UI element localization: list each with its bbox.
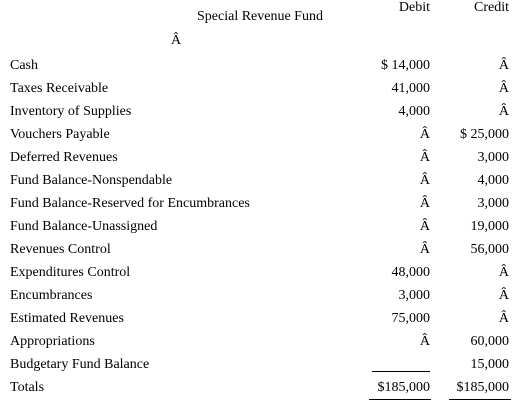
credit-amount: Â — [498, 81, 509, 96]
credit-amount: Â — [498, 311, 509, 326]
debit-amount: Â — [419, 219, 430, 234]
account-name: Fund Balance-Unassigned — [10, 219, 158, 234]
credit-amount: 3,000 — [477, 196, 509, 211]
account-name: Estimated Revenues — [10, 311, 124, 326]
debit-underline — [372, 371, 430, 372]
debit-amount: 48,000 — [391, 265, 430, 280]
debit-amount: 4,000 — [398, 104, 430, 119]
table-row — [0, 126, 512, 149]
table-row — [0, 172, 512, 195]
credit-amount: 15,000 — [470, 357, 509, 372]
debit-amount: Â — [419, 196, 430, 211]
account-name: Totals — [10, 380, 45, 395]
account-name: Revenues Control — [10, 242, 111, 257]
debit-amount: Â — [419, 242, 430, 257]
credit-column-header: Credit — [474, 0, 509, 15]
table-row — [0, 103, 512, 126]
table-row — [0, 57, 512, 80]
ledger-table — [0, 57, 512, 402]
credit-amount: Â — [498, 265, 509, 280]
account-name: Appropriations — [10, 334, 95, 349]
table-row — [0, 333, 512, 356]
table-row — [0, 356, 512, 379]
credit-amount: 3,000 — [477, 150, 509, 165]
debit-amount: Â — [419, 150, 430, 165]
credit-amount: 56,000 — [470, 242, 509, 257]
table-row — [0, 195, 512, 218]
debit-amount: Â — [419, 334, 430, 349]
credit-total: $185,000 — [456, 380, 509, 395]
credit-amount: Â — [498, 288, 509, 303]
credit-amount: 19,000 — [470, 219, 509, 234]
account-name: Vouchers Payable — [10, 127, 110, 142]
table-row — [0, 264, 512, 287]
table-title: Special Revenue Fund — [197, 9, 323, 24]
credit-amount: Â — [498, 104, 509, 119]
account-name: Inventory of Supplies — [10, 104, 132, 119]
table-row — [0, 80, 512, 103]
account-name: Fund Balance-Reserved for Encumbrances — [10, 196, 250, 211]
debit-amount: $ 14,000 — [381, 58, 430, 73]
debit-amount: Â — [419, 127, 430, 142]
table-row — [0, 287, 512, 310]
credit-amount: $ 25,000 — [460, 127, 509, 142]
table-row — [0, 241, 512, 264]
account-name: Taxes Receivable — [10, 81, 109, 96]
credit-amount: 60,000 — [470, 334, 509, 349]
account-name: Deferred Revenues — [10, 150, 118, 165]
account-name: Cash — [10, 58, 38, 73]
debit-amount: 3,000 — [398, 288, 430, 303]
table-row — [0, 218, 512, 241]
credit-amount: 4,000 — [477, 173, 509, 188]
account-name: Fund Balance-Nonspendable — [10, 173, 173, 188]
debit-column-header: Debit — [398, 0, 430, 15]
account-name: Expenditures Control — [10, 265, 131, 280]
debit-amount: Â — [419, 173, 430, 188]
account-name: Budgetary Fund Balance — [10, 357, 150, 372]
debit-amount: 41,000 — [391, 81, 430, 96]
account-name: Encumbrances — [10, 288, 93, 303]
totals-row — [0, 379, 512, 402]
credit-amount: Â — [498, 58, 509, 73]
table-row — [0, 310, 512, 333]
header-mark: Â — [170, 33, 182, 48]
debit-total: $185,000 — [377, 380, 430, 395]
debit-amount: 75,000 — [391, 311, 430, 326]
table-row — [0, 149, 512, 172]
